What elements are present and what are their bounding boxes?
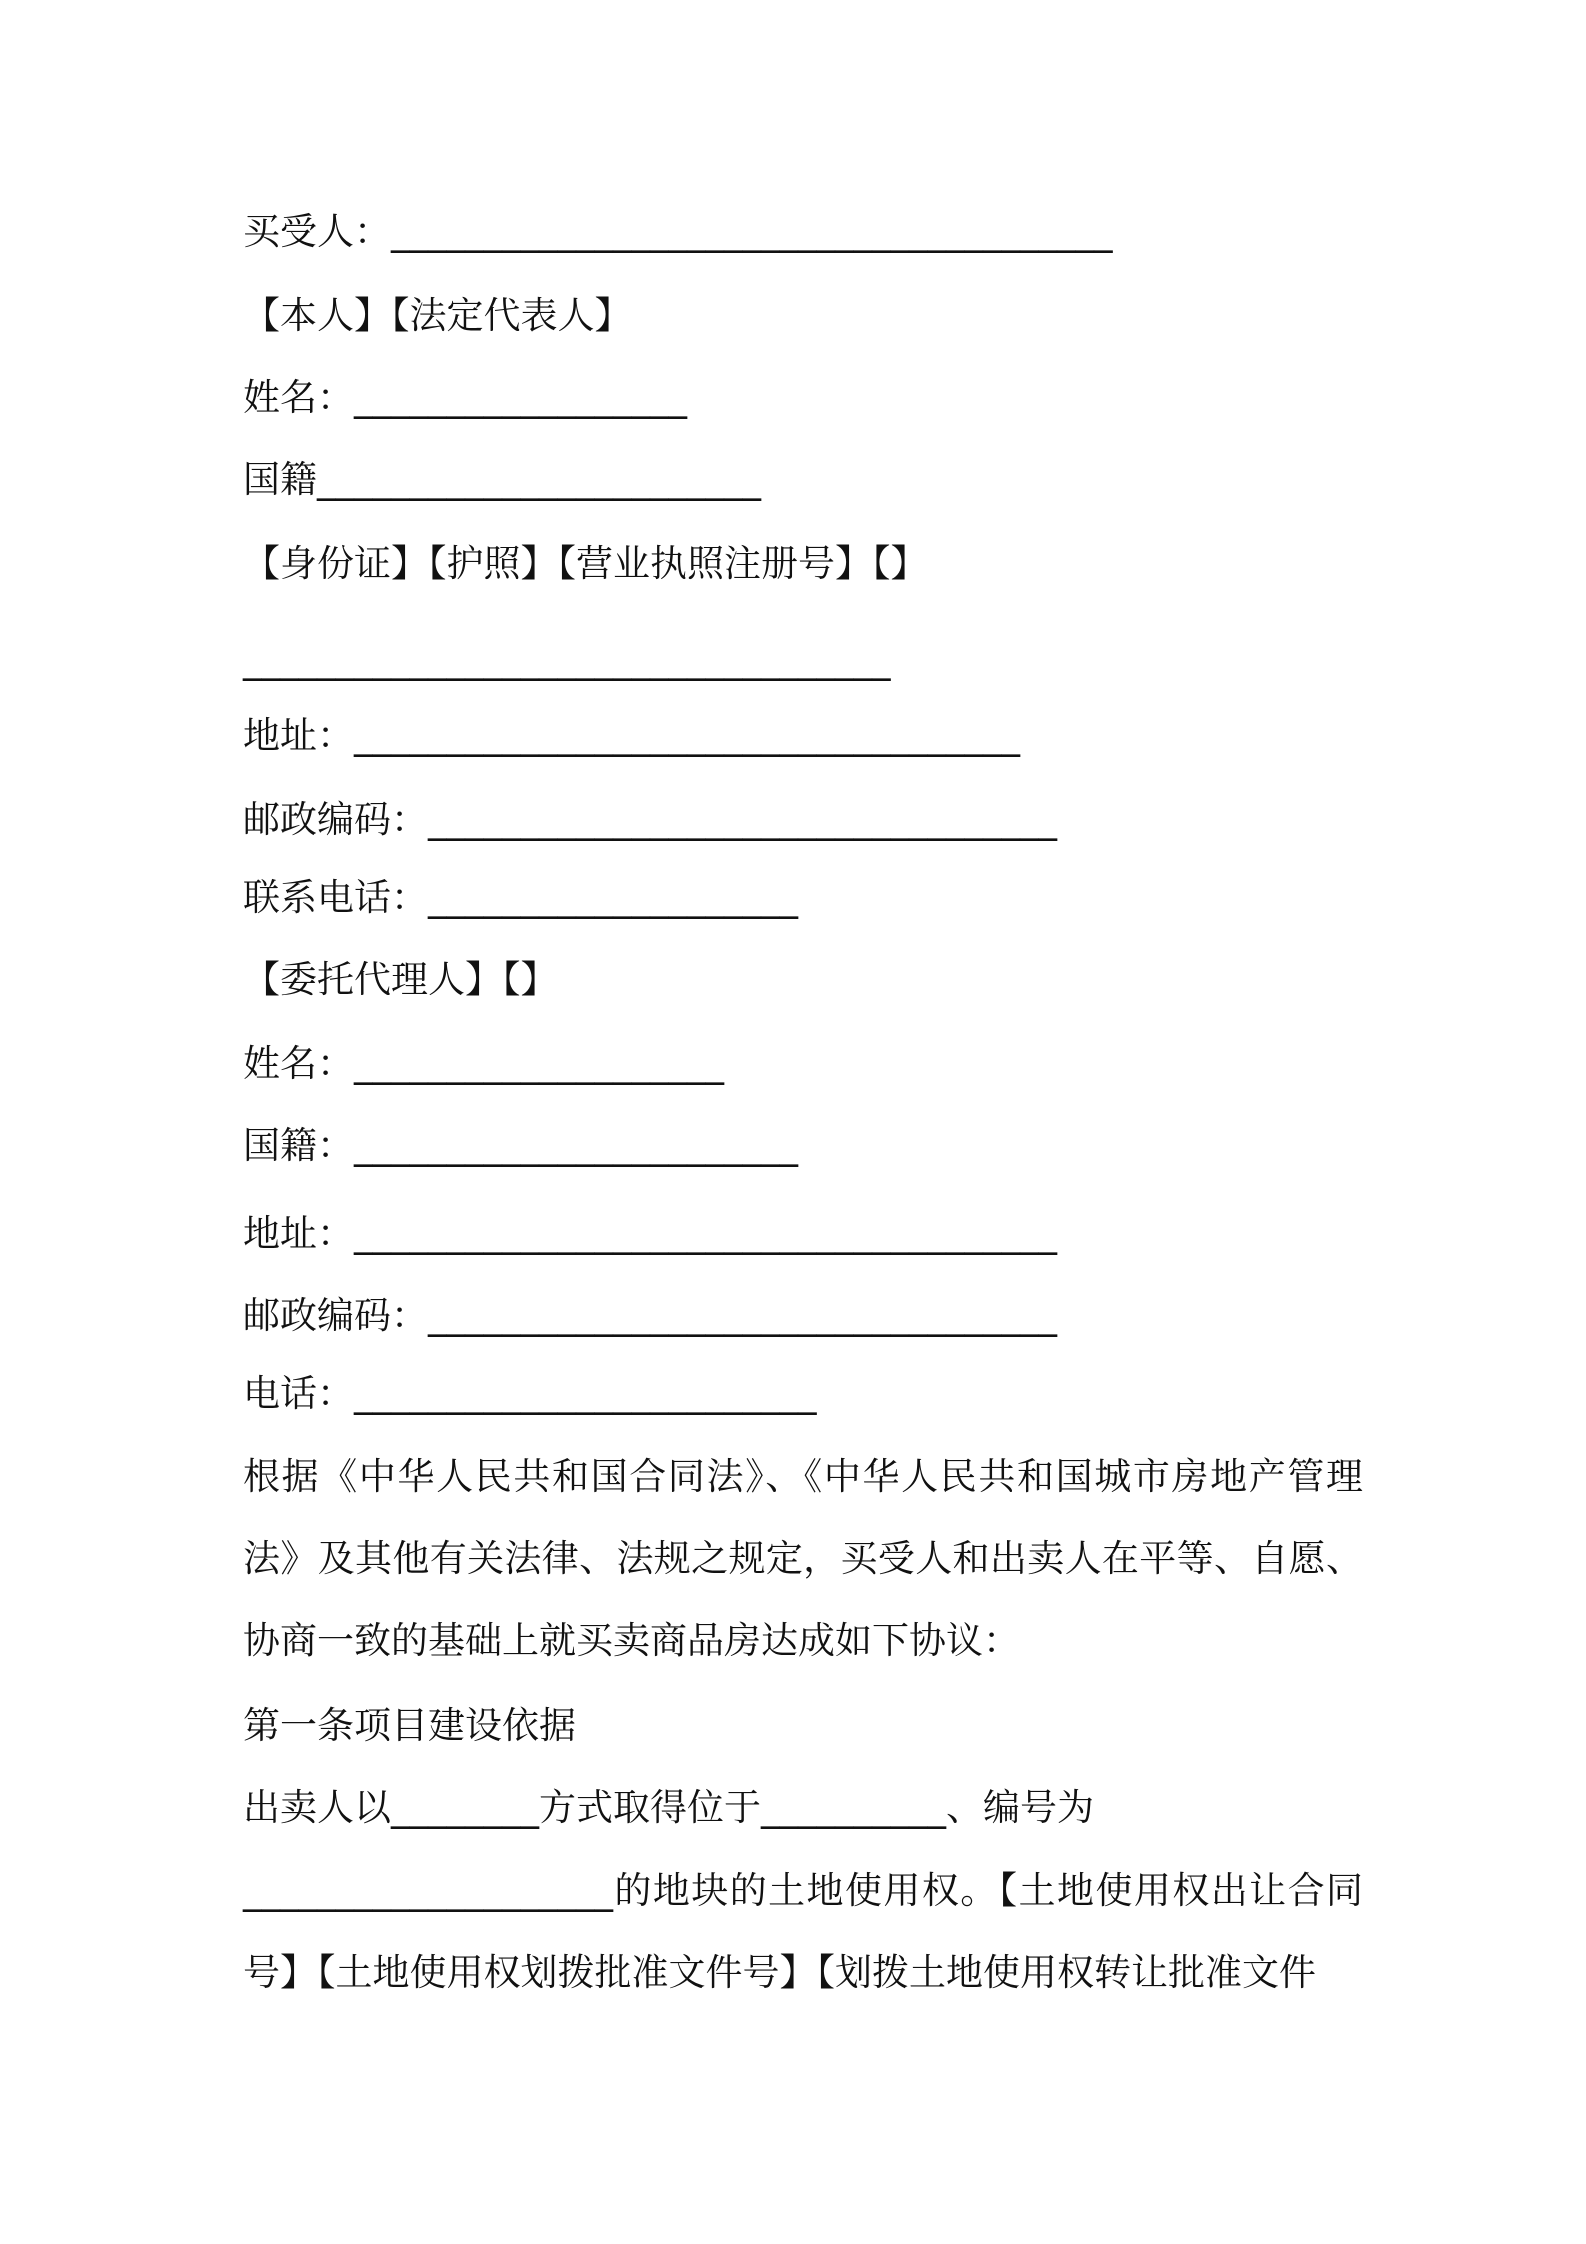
article-1-line-1: 出卖人以________方式取得位于__________、编号为 [243, 1786, 1094, 1829]
agent-name-line: 姓名：____________________ [243, 1042, 724, 1085]
agent-roles: 【委托代理人】【】 [243, 958, 558, 1001]
agent-phone-line: 电话：_________________________ [243, 1372, 817, 1415]
article-1-body: ____________________的地块的土地使用权。【土地使用权出让合同号】【土地使用权划拨批准文件号】【划拨土地使用权转让批准文件 [243, 1869, 1363, 1994]
article-1-title: 第一条项目建设依据 [243, 1704, 576, 1747]
buyer-nationality-line: 国籍________________________ [243, 458, 761, 501]
buyer-name-line: 姓名：__________________ [243, 376, 687, 419]
buyer-id-number-line: ___________________________________ [243, 638, 891, 681]
agent-nationality-line: 国籍：________________________ [243, 1124, 798, 1167]
buyer-postcode-line: 邮政编码：__________________________________ [243, 798, 1057, 841]
buyer-phone-line: 联系电话：____________________ [243, 876, 798, 919]
agent-postcode-line: 邮政编码：__________________________________ [243, 1294, 1057, 1337]
buyer-id-types: 【身份证】【护照】【营业执照注册号】【】 [243, 542, 928, 585]
preamble-paragraph: 根据《中华人民共和国合同法》、《中华人民共和国城市房地产管理法》及其他有关法律、法规之规定，买受人和出卖人在平等、自愿、协商一致的基础上就买卖商品房达成如下协议： [243, 1455, 1363, 1662]
agent-address-line: 地址：______________________________________ [243, 1212, 1057, 1255]
buyer-roles: 【本人】【法定代表人】 [243, 294, 632, 337]
buyer-address-line: 地址：____________________________________ [243, 714, 1020, 757]
buyer-line: 买受人：_______________________________________ [243, 210, 1113, 253]
